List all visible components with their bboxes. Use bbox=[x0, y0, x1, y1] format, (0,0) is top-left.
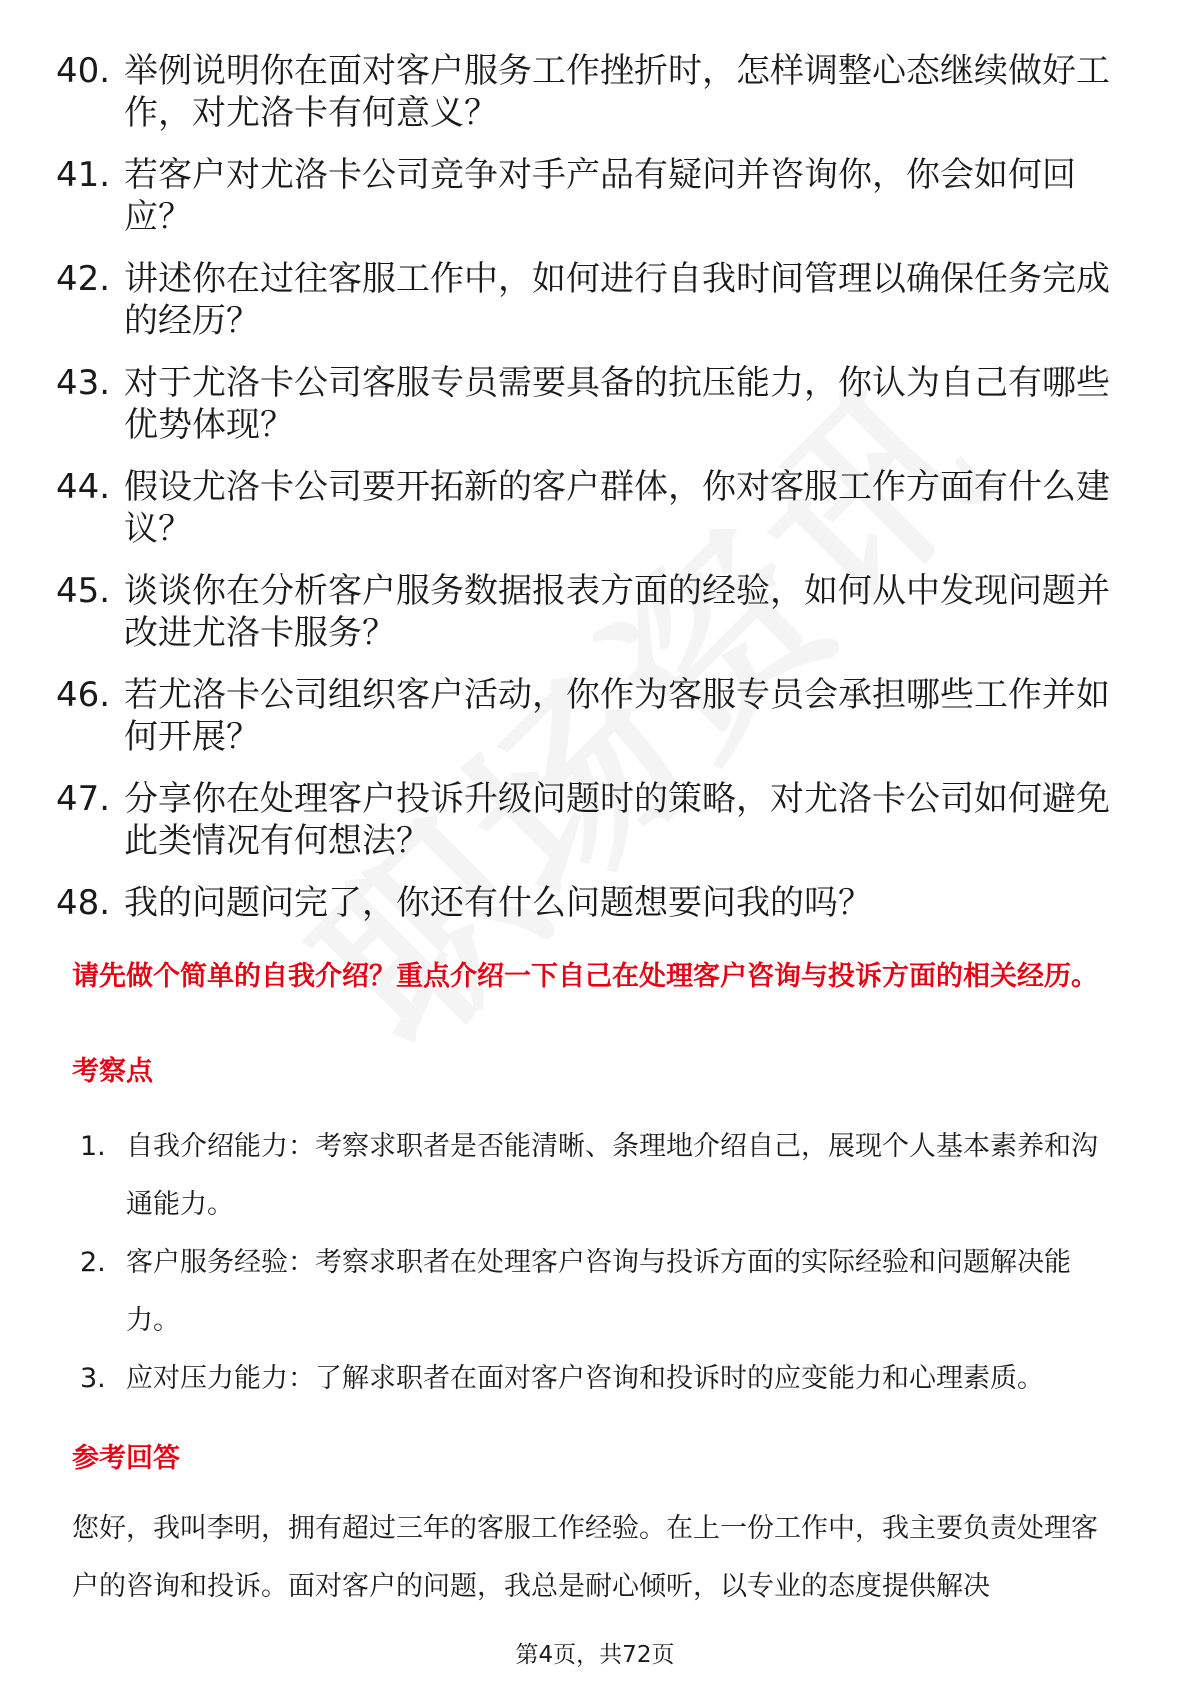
question-text: 对于尤洛卡公司客服专员需要具备的抗压能力，你认为自己有哪些优势体现？ bbox=[124, 363, 1110, 445]
featured-question-heading: 请先做个简单的自我介绍？重点介绍一下自己在处理客户咨询与投诉方面的相关经历。 bbox=[72, 961, 1098, 992]
assessment-point bbox=[80, 1118, 1120, 1234]
assessment-point bbox=[80, 1350, 1120, 1408]
question-text: 假设尤洛卡公司要开拓新的客户群体，你对客服工作方面有什么建议？ bbox=[124, 467, 1110, 549]
question-list bbox=[56, 50, 1116, 944]
assessment-point bbox=[80, 1234, 1120, 1350]
question-text: 谈谈你在分析客户服务数据报表方面的经验，如何从中发现问题并改进尤洛卡服务？ bbox=[124, 571, 1110, 653]
question-item bbox=[56, 674, 1116, 758]
question-number: 47. bbox=[56, 779, 111, 819]
question-text: 若客户对尤洛卡公司竞争对手产品有疑问并咨询你，你会如何回应？ bbox=[124, 155, 1076, 237]
reference-answer: 您好，我叫李明，拥有超过三年的客服工作经验。在上一份工作中，我主要负责处理客户的咨询和投诉。面对客户的问题，我总是耐心倾听，以专业的态度提供解决 bbox=[72, 1513, 1098, 1602]
question-number: 42. bbox=[56, 259, 111, 299]
question-item bbox=[56, 258, 1116, 342]
point-number: 3. bbox=[80, 1363, 106, 1394]
question-item bbox=[56, 778, 1116, 862]
question-number: 45. bbox=[56, 571, 111, 611]
question-number: 43. bbox=[56, 363, 111, 403]
question-number: 46. bbox=[56, 675, 111, 715]
question-item bbox=[56, 882, 1116, 924]
question-text: 举例说明你在面对客户服务工作挫折时，怎样调整心态继续做好工作，对尤洛卡有何意义？ bbox=[124, 51, 1110, 133]
reference-heading: 参考回答 bbox=[72, 1443, 180, 1474]
point-text: 客户服务经验：考察求职者在处理客户咨询与投诉方面的实际经验和问题解决能力。 bbox=[126, 1247, 1071, 1336]
point-text: 应对压力能力：了解求职者在面对客户咨询和投诉时的应变能力和心理素质。 bbox=[126, 1363, 1044, 1394]
question-item bbox=[56, 362, 1116, 446]
question-number: 41. bbox=[56, 155, 111, 195]
question-item bbox=[56, 570, 1116, 654]
point-number: 2. bbox=[80, 1247, 106, 1278]
point-number: 1. bbox=[80, 1131, 106, 1162]
question-item bbox=[56, 50, 1116, 134]
point-text: 自我介绍能力：考察求职者是否能清晰、条理地介绍自己，展现个人基本素养和沟通能力。 bbox=[126, 1131, 1098, 1220]
question-item bbox=[56, 466, 1116, 550]
question-number: 48. bbox=[56, 883, 111, 923]
question-text: 分享你在处理客户投诉升级问题时的策略，对尤洛卡公司如何避免此类情况有何想法？ bbox=[124, 779, 1110, 861]
question-text: 讲述你在过往客服工作中，如何进行自我时间管理以确保任务完成的经历？ bbox=[124, 259, 1110, 341]
assessment-heading: 考察点 bbox=[72, 1056, 153, 1087]
question-text: 我的问题问完了，你还有什么问题想要问我的吗？ bbox=[124, 883, 872, 923]
question-number: 44. bbox=[56, 467, 111, 507]
page-footer: 第4页，共72页 bbox=[515, 1642, 675, 1668]
question-item bbox=[56, 154, 1116, 238]
question-number: 40. bbox=[56, 51, 111, 91]
question-text: 若尤洛卡公司组织客户活动，你作为客服专员会承担哪些工作并如何开展？ bbox=[124, 675, 1110, 757]
assessment-points bbox=[80, 1118, 1120, 1408]
